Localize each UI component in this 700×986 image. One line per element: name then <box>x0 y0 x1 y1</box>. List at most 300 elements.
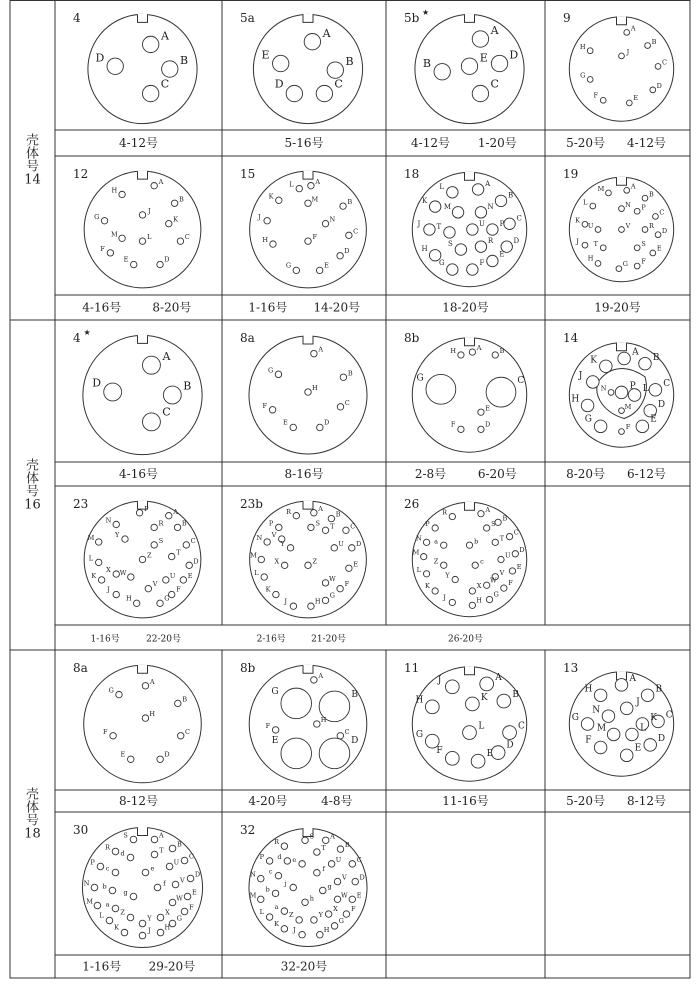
pin-letter: F <box>103 727 108 736</box>
contact-pin <box>305 238 311 244</box>
contact-pin <box>458 426 464 432</box>
contact-pin <box>619 429 625 435</box>
contact-pin <box>441 542 447 548</box>
contact-pin <box>142 715 148 721</box>
pin-letter: C <box>517 721 525 732</box>
contact-pin <box>151 851 158 858</box>
contact-size-label: 6-20号 <box>477 467 517 481</box>
pin-letter: D <box>506 740 514 751</box>
pin-letter: D <box>513 237 520 246</box>
pin-letter: E <box>123 255 129 264</box>
connector-face <box>249 336 367 454</box>
connector-face <box>84 501 201 618</box>
pin-letter: K <box>421 197 428 206</box>
contact-pin <box>650 87 656 93</box>
arrangement-id: 19 <box>563 167 579 181</box>
contact-pin <box>469 349 475 355</box>
arrangement-id: 26 <box>404 497 420 511</box>
connector-face <box>569 17 673 121</box>
pin-letter: T <box>499 534 505 543</box>
pin-letter: W <box>176 894 183 903</box>
contact-pin <box>337 404 343 410</box>
contact-pin <box>143 413 161 431</box>
shell-outline <box>82 827 202 947</box>
pin-letter: H <box>320 716 327 725</box>
contact-pin <box>258 875 264 881</box>
contact-pin <box>151 542 157 548</box>
contact-pin <box>606 190 612 196</box>
contact-pin <box>337 585 343 591</box>
contact-pin <box>478 511 484 517</box>
connector-cell <box>240 661 367 808</box>
arrangement-id: 18 <box>404 167 420 181</box>
pin-letter: E <box>261 48 270 62</box>
contact-pin <box>264 539 270 545</box>
contact-pin <box>486 377 516 407</box>
arrangement-id: 32 <box>240 823 256 837</box>
contact-pin <box>305 389 311 395</box>
contact-pin <box>337 253 343 259</box>
pin-letter: A <box>490 24 499 38</box>
pin-letter: J <box>292 925 296 934</box>
pin-letter: C <box>513 528 519 537</box>
pin-letter: G <box>493 590 499 599</box>
contact-pin <box>130 836 137 843</box>
pin-letter: H <box>476 596 482 605</box>
arrangement-id: 8a <box>73 661 88 675</box>
contact-size-label: 18-20号 <box>442 300 489 315</box>
pin-letter: P <box>641 203 646 212</box>
contact-pin <box>475 241 486 252</box>
contact-pin <box>128 756 134 762</box>
pin-letter: A <box>162 349 171 363</box>
contact-pin <box>314 869 320 875</box>
pin-letter: D <box>657 734 666 745</box>
pin-letter: H <box>587 254 594 263</box>
connector-cell <box>404 167 527 315</box>
contact-pin <box>281 908 287 914</box>
pin-letter: G <box>94 212 100 221</box>
pin-letter: A <box>315 177 321 186</box>
contact-pin <box>168 591 174 597</box>
pin-letter: B <box>499 347 505 356</box>
pin-letter: H <box>126 594 132 603</box>
key-notch <box>617 17 627 25</box>
connector-face <box>412 172 526 286</box>
contact-pin <box>636 420 649 433</box>
contact-pin <box>461 58 477 74</box>
connector-face <box>415 14 524 123</box>
contact-pin <box>304 34 320 50</box>
contact-pin <box>349 861 355 867</box>
contact-pin <box>594 420 607 433</box>
pin-letter: J <box>626 48 630 57</box>
pin-letter: L <box>642 384 649 395</box>
shell-label-char: 号 <box>25 159 40 175</box>
contact-pin <box>281 843 287 849</box>
pin-letter: R <box>286 507 291 516</box>
contact-pin <box>96 559 102 565</box>
pin-letter: K <box>274 919 279 928</box>
contact-pin <box>587 48 593 54</box>
contact-pin <box>311 677 317 683</box>
pin-letter: L <box>478 721 485 732</box>
contact-pin <box>503 726 517 740</box>
contact-pin <box>349 545 355 551</box>
pin-letter: a <box>434 537 438 546</box>
pin-letter: A <box>330 832 335 841</box>
shell-label-char: 号 <box>25 484 40 500</box>
shell-outline <box>250 171 367 288</box>
contact-pin <box>484 525 490 531</box>
contact-pin <box>308 183 314 189</box>
contact-pin <box>480 677 494 691</box>
pin-letter: A <box>318 504 323 513</box>
contact-pin <box>293 267 299 273</box>
contact-pin <box>94 902 101 909</box>
shell-outline <box>412 667 526 781</box>
contact-pin <box>644 739 657 752</box>
pin-letter: L <box>254 569 259 578</box>
pin-letter: A <box>318 345 324 354</box>
contact-size-label: 29-20号 <box>148 959 196 974</box>
contact-pin <box>177 733 183 739</box>
shell-label-char: 16 <box>24 497 41 513</box>
contact-pin <box>334 878 340 884</box>
contact-pin <box>343 911 349 917</box>
connector-cell <box>404 497 527 645</box>
pin-letter: F <box>100 244 105 253</box>
pin-letter: E <box>499 250 505 259</box>
pin-letter: P <box>425 520 430 529</box>
contact-pin <box>181 857 188 864</box>
contact-pin <box>287 545 293 551</box>
pin-letter: H <box>584 684 593 695</box>
pin-letter: D <box>193 557 199 566</box>
contact-pin <box>322 837 328 843</box>
pin-letter: S <box>315 519 320 528</box>
shell-outline <box>83 335 202 454</box>
arrangement-id: 12 <box>73 167 89 181</box>
contact-pin <box>133 600 139 606</box>
contact-pin <box>642 195 648 201</box>
key-notch <box>303 336 313 344</box>
pin-letter: C <box>353 227 359 236</box>
pin-letter: A <box>630 182 636 191</box>
contact-pin <box>486 596 492 602</box>
contact-pin <box>96 539 102 545</box>
shell-outline <box>253 14 362 123</box>
pin-letter: C <box>184 233 190 242</box>
pin-letter: C <box>185 727 191 736</box>
pin-letter: A <box>158 177 164 186</box>
contact-pin <box>157 914 164 921</box>
pin-letter: T <box>330 522 335 531</box>
arrangement-id: 23b <box>240 497 263 511</box>
key-notch <box>303 172 313 180</box>
pin-letter: B <box>335 510 341 519</box>
pin-letter: H <box>415 695 424 706</box>
contact-pin <box>281 688 312 719</box>
arrangement-id: 4 <box>73 11 81 25</box>
contact-pin <box>101 218 107 224</box>
pin-letter: K <box>91 572 97 581</box>
pin-letter: e <box>292 855 297 864</box>
connector-face <box>83 335 202 454</box>
contact-pin <box>587 77 593 83</box>
contact-pin <box>600 360 613 373</box>
connector-cell <box>73 167 201 315</box>
pin-letter: M <box>597 185 605 194</box>
contact-pin <box>136 510 142 516</box>
contact-pin <box>641 689 654 702</box>
contact-pin <box>495 195 506 206</box>
pin-letter: R <box>442 508 448 517</box>
contact-pin <box>110 733 116 739</box>
pin-letter: H <box>579 43 586 52</box>
contact-pin <box>590 203 596 209</box>
contact-pin <box>441 562 447 568</box>
star-mark: ★ <box>422 8 430 17</box>
contact-pin <box>512 551 518 557</box>
pin-letter: L <box>259 908 264 917</box>
pin-letter: N <box>416 534 422 543</box>
contact-pin <box>275 872 281 878</box>
pin-letter: T <box>176 548 181 557</box>
shell-size-label <box>24 133 41 188</box>
contact-pin <box>634 208 640 214</box>
contact-pin <box>316 267 322 273</box>
pin-letter: F <box>436 746 443 757</box>
contact-pin <box>104 383 122 401</box>
contact-size-label: 4-20号 <box>248 794 288 808</box>
pin-letter: e <box>150 864 155 873</box>
pin-letter: b <box>102 882 107 891</box>
arrangement-id: 15 <box>240 167 256 181</box>
contact-pin <box>281 562 287 568</box>
contact-pin <box>163 386 181 404</box>
contact-pin <box>113 591 119 597</box>
pin-letter: R <box>158 519 164 528</box>
contact-pin <box>587 376 600 389</box>
key-notch <box>465 503 475 511</box>
contact-pin <box>139 932 146 939</box>
pin-letter: M <box>596 723 607 734</box>
pin-letter: T <box>593 240 598 249</box>
pin-letter: L <box>289 180 294 189</box>
arrangement-id: 8a <box>240 331 255 345</box>
contact-size-label: 4-12号 <box>411 136 451 150</box>
key-notch <box>303 502 313 510</box>
pin-letter: B <box>347 369 353 378</box>
pin-letter: C <box>663 379 671 390</box>
contact-size-label: 19-20号 <box>594 300 641 315</box>
contact-pin <box>166 863 173 870</box>
contact-pin <box>445 751 459 765</box>
contact-pin <box>602 710 615 723</box>
pin-letter: H <box>111 186 118 195</box>
contact-pin <box>113 571 119 577</box>
contact-size-label: 4-16号 <box>119 467 158 481</box>
pin-letter: C <box>334 77 343 91</box>
contact-pin <box>168 553 174 559</box>
contact-pin <box>163 577 169 583</box>
pin-letter: D <box>519 545 525 554</box>
contact-pin <box>484 582 490 588</box>
pin-letter: d <box>277 852 282 861</box>
pin-letter: V <box>341 873 347 882</box>
pin-letter: F <box>479 259 485 268</box>
contact-pin <box>171 200 177 206</box>
pin-letter: Y <box>445 571 450 580</box>
pin-letter: E <box>120 750 126 759</box>
contact-size-label: 8-16号 <box>284 467 324 481</box>
contact-pin <box>425 700 439 714</box>
pin-letter: G <box>108 686 114 695</box>
connector-cell <box>73 497 201 645</box>
contact-pin <box>615 679 628 692</box>
pin-letter: J <box>578 371 583 382</box>
pin-letter: E <box>516 563 522 572</box>
pin-letter: C <box>160 77 170 91</box>
pin-letter: C <box>665 710 673 721</box>
shell-outline <box>84 665 202 783</box>
contact-pin <box>296 917 302 923</box>
contact-pin <box>314 849 320 855</box>
contact-pin <box>151 183 157 189</box>
contact-pin <box>331 545 337 551</box>
shell-label-char: 壳 <box>25 458 40 474</box>
contact-size-label: 32-20号 <box>280 959 328 974</box>
pin-letter: P <box>144 504 149 513</box>
contact-size-label: 1-20号 <box>477 136 517 150</box>
pin-letter: B <box>182 695 187 704</box>
pin-letter: H <box>311 384 318 393</box>
pin-letter: f <box>163 879 166 888</box>
contact-pin <box>319 738 350 769</box>
arrangement-id: 8b <box>404 331 420 345</box>
pin-letter: J <box>107 585 110 594</box>
contact-pin <box>157 929 164 936</box>
contact-pin <box>429 250 440 261</box>
contact-pin <box>487 224 498 235</box>
contact-pin <box>447 264 458 275</box>
contact-pin <box>121 929 128 936</box>
connector-cell <box>563 661 674 808</box>
contact-pin <box>272 727 278 733</box>
pin-letter: D <box>661 226 668 235</box>
contact-pin <box>498 556 504 562</box>
pin-letter: U <box>587 221 594 230</box>
contact-pin <box>655 232 661 238</box>
pin-letter: N <box>250 870 256 879</box>
contact-pin <box>106 917 113 924</box>
contact-pin <box>639 357 652 370</box>
contact-pin <box>322 580 328 586</box>
pin-letter: T <box>159 846 164 855</box>
arrangement-id: 14 <box>563 331 579 345</box>
pin-letter: A <box>149 677 155 686</box>
contact-pin <box>181 908 188 915</box>
pin-letter: K <box>173 215 178 224</box>
contact-pin <box>296 185 302 191</box>
contact-pin <box>180 577 186 583</box>
contact-pin <box>172 881 179 888</box>
contact-pin <box>299 861 305 867</box>
pin-letter: J <box>636 697 640 708</box>
contact-size-label: 5-20号 <box>566 136 606 150</box>
connector-cell <box>563 331 674 481</box>
shell-label-char: 体 <box>25 800 40 816</box>
pin-letter: Z <box>289 911 294 920</box>
contact-pin <box>618 352 631 365</box>
connector-cell <box>73 823 203 974</box>
pin-letter: T <box>436 222 442 231</box>
pin-letter: M <box>311 195 319 204</box>
contact-size-label: 4-8号 <box>321 794 353 808</box>
contact-pin <box>467 264 478 275</box>
contact-pin <box>649 384 662 397</box>
shell-size-label <box>24 458 41 513</box>
contact-pin <box>594 741 607 754</box>
key-notch <box>138 336 148 344</box>
connector-cell <box>240 11 363 150</box>
contact-pin <box>311 510 317 516</box>
contact-pin <box>290 603 296 609</box>
contact-pin <box>424 224 435 235</box>
contact-pin <box>334 896 340 902</box>
pin-letter: M <box>110 230 118 239</box>
pin-letter: c <box>105 864 110 873</box>
key-notch <box>465 338 475 346</box>
arrangement-id: 5b <box>404 11 420 25</box>
contact-pin <box>281 926 287 932</box>
pin-letter: M <box>87 534 95 543</box>
contact-pin <box>492 352 498 358</box>
pin-letter: B <box>344 841 350 850</box>
connector-face <box>82 827 202 947</box>
contact-pin <box>272 890 278 896</box>
pin-letter: A <box>629 674 636 685</box>
pin-letter: N <box>83 879 90 888</box>
pin-letter: C <box>659 208 665 217</box>
contact-size-label: 26-20号 <box>448 634 483 645</box>
contact-pin <box>352 878 358 884</box>
contact-pin <box>305 200 311 206</box>
key-notch <box>465 667 475 675</box>
pin-letter: P <box>90 858 95 867</box>
pin-letter: R <box>105 843 111 852</box>
contact-pin <box>619 408 625 414</box>
contact-pin <box>139 238 145 244</box>
key-notch <box>138 666 148 674</box>
contact-pin <box>429 201 440 212</box>
contact-pin <box>495 519 501 525</box>
connector-cell <box>240 167 366 315</box>
contact-pin <box>594 689 607 702</box>
contact-pin <box>175 700 181 706</box>
connector-face <box>249 828 367 946</box>
pin-letter: H <box>164 923 171 932</box>
contact-pin <box>302 899 308 905</box>
pin-letter: g <box>123 888 128 897</box>
contact-pin <box>423 571 429 577</box>
pin-letter: D <box>656 82 662 91</box>
arrangement-id: 11 <box>404 661 420 675</box>
pin-letter: D <box>194 870 201 879</box>
contact-pin <box>119 235 125 241</box>
contact-pin <box>143 85 159 101</box>
